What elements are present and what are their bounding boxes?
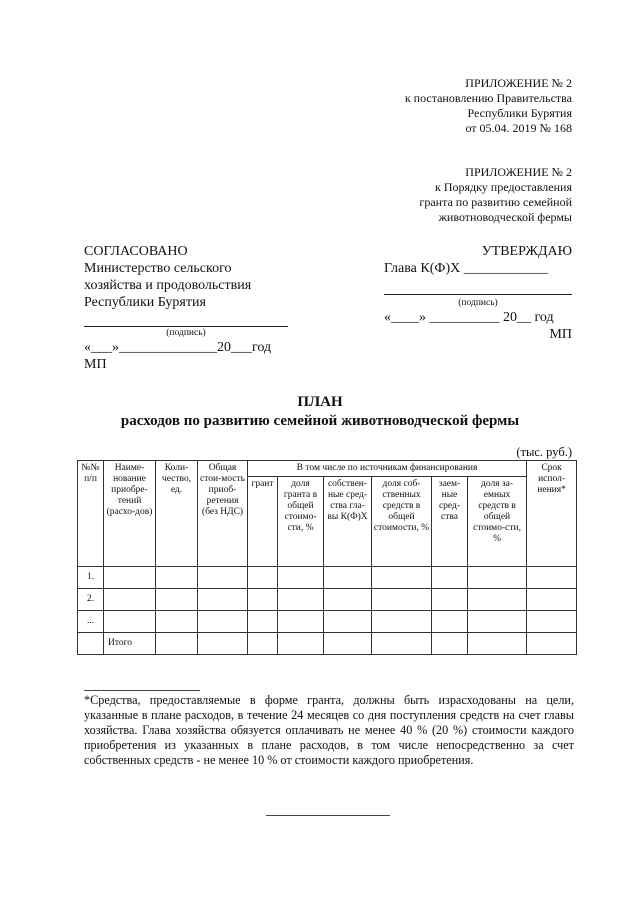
header-grant: грант <box>248 477 278 567</box>
appendix-line: животноводческой фермы <box>438 210 572 224</box>
appendix-line: ПРИЛОЖЕНИЕ № 2 <box>465 76 572 90</box>
table-row <box>78 567 577 589</box>
table-row <box>78 611 577 633</box>
expense-plan-table <box>77 460 577 655</box>
footnote: *Средства, предоставляемые в форме гранта, должны быть израсходованы на цели, указанные в плане расходов, в течение 24 месяцев со дня поступления средств на счет главы хозяйства. Глава хозяйства обязуется оплачивать не менее 40 % (20 %) стоимости каждого приобретения из указанных в плане расходов, в том числе непосредственно за счет собственных средств - не менее 10 % от стоимости каждого приобретения. <box>84 693 574 767</box>
agreed-org-line: Республики Бурятия <box>84 295 206 310</box>
appendix-line: гранта по развитию семейной <box>419 195 572 209</box>
header-quantity: Коли-чество, ед. <box>156 461 198 567</box>
header-financing-sources: В том числе по источникам финансирования <box>248 461 527 477</box>
appendix-line: Республики Бурятия <box>467 106 572 120</box>
approve-head-line: Глава К(Ф)Х ____________ <box>384 261 548 276</box>
header-term: Срок испол-нения* <box>527 461 577 567</box>
agreed-org-line: хозяйства и продовольствия <box>84 278 252 293</box>
agreed-date-line: «___»______________20___год <box>84 340 272 355</box>
end-separator <box>266 815 390 816</box>
title-sub: расходов по развитию семейной животноводческой фермы <box>120 413 520 429</box>
approve-block <box>384 243 572 343</box>
agreed-signature-line <box>84 311 288 327</box>
header-number: №№ п/п <box>78 461 104 567</box>
agreed-heading: СОГЛАСОВАНО <box>84 244 188 259</box>
header-own-funds: собствен-ные сред-ства гла-вы К(Ф)Х <box>324 477 372 567</box>
approve-seal: МП <box>549 327 572 342</box>
footnote-separator <box>84 690 200 691</box>
total-label: Итого <box>104 633 156 655</box>
header-total-cost: Общая стои-мость приоб-ретения (без НДС) <box>198 461 248 567</box>
header-name: Наиме-нование приобре-тений (расхо-дов) <box>104 461 156 567</box>
approve-heading: УТВЕРЖДАЮ <box>481 244 572 259</box>
agreed-block <box>84 243 294 373</box>
row-number <box>78 633 104 655</box>
agreed-signature-caption: (подпись) <box>166 328 206 338</box>
appendix-line: ПРИЛОЖЕНИЕ № 2 <box>465 165 572 179</box>
appendix-line: от 05.04. 2019 № 168 <box>465 121 572 135</box>
table-row <box>78 589 577 611</box>
total-row <box>78 633 577 655</box>
approve-signature-line <box>384 277 572 295</box>
appendix-government-decree <box>405 76 572 136</box>
appendix-line: к Порядку предоставления <box>434 180 572 194</box>
agreed-org-line: Министерство сельского <box>84 261 232 276</box>
title-main: ПЛАН <box>297 394 343 410</box>
header-borrowed-funds: заем-ные сред-ства <box>432 477 468 567</box>
approve-date-line: «____» __________ 20__ год <box>384 310 554 325</box>
header-borrowed-share: доля за-емных средств в общей стоимо-сти, % <box>468 477 527 567</box>
row-number: ... <box>78 611 104 633</box>
agreed-seal: МП <box>84 357 107 372</box>
header-grant-share: доля гранта в общей стоимо-сти, % <box>278 477 324 567</box>
row-number: 1. <box>78 567 104 589</box>
row-number: 2. <box>78 589 104 611</box>
units-label: (тыс. руб.) <box>516 445 572 459</box>
appendix-grant-procedure <box>419 165 572 225</box>
appendix-line: к постановлению Правительства <box>404 91 572 105</box>
document-title <box>0 393 640 431</box>
header-own-share: доля соб-ственных средств в общей стоимости, % <box>372 477 432 567</box>
approve-signature-caption: (подпись) <box>458 298 498 308</box>
